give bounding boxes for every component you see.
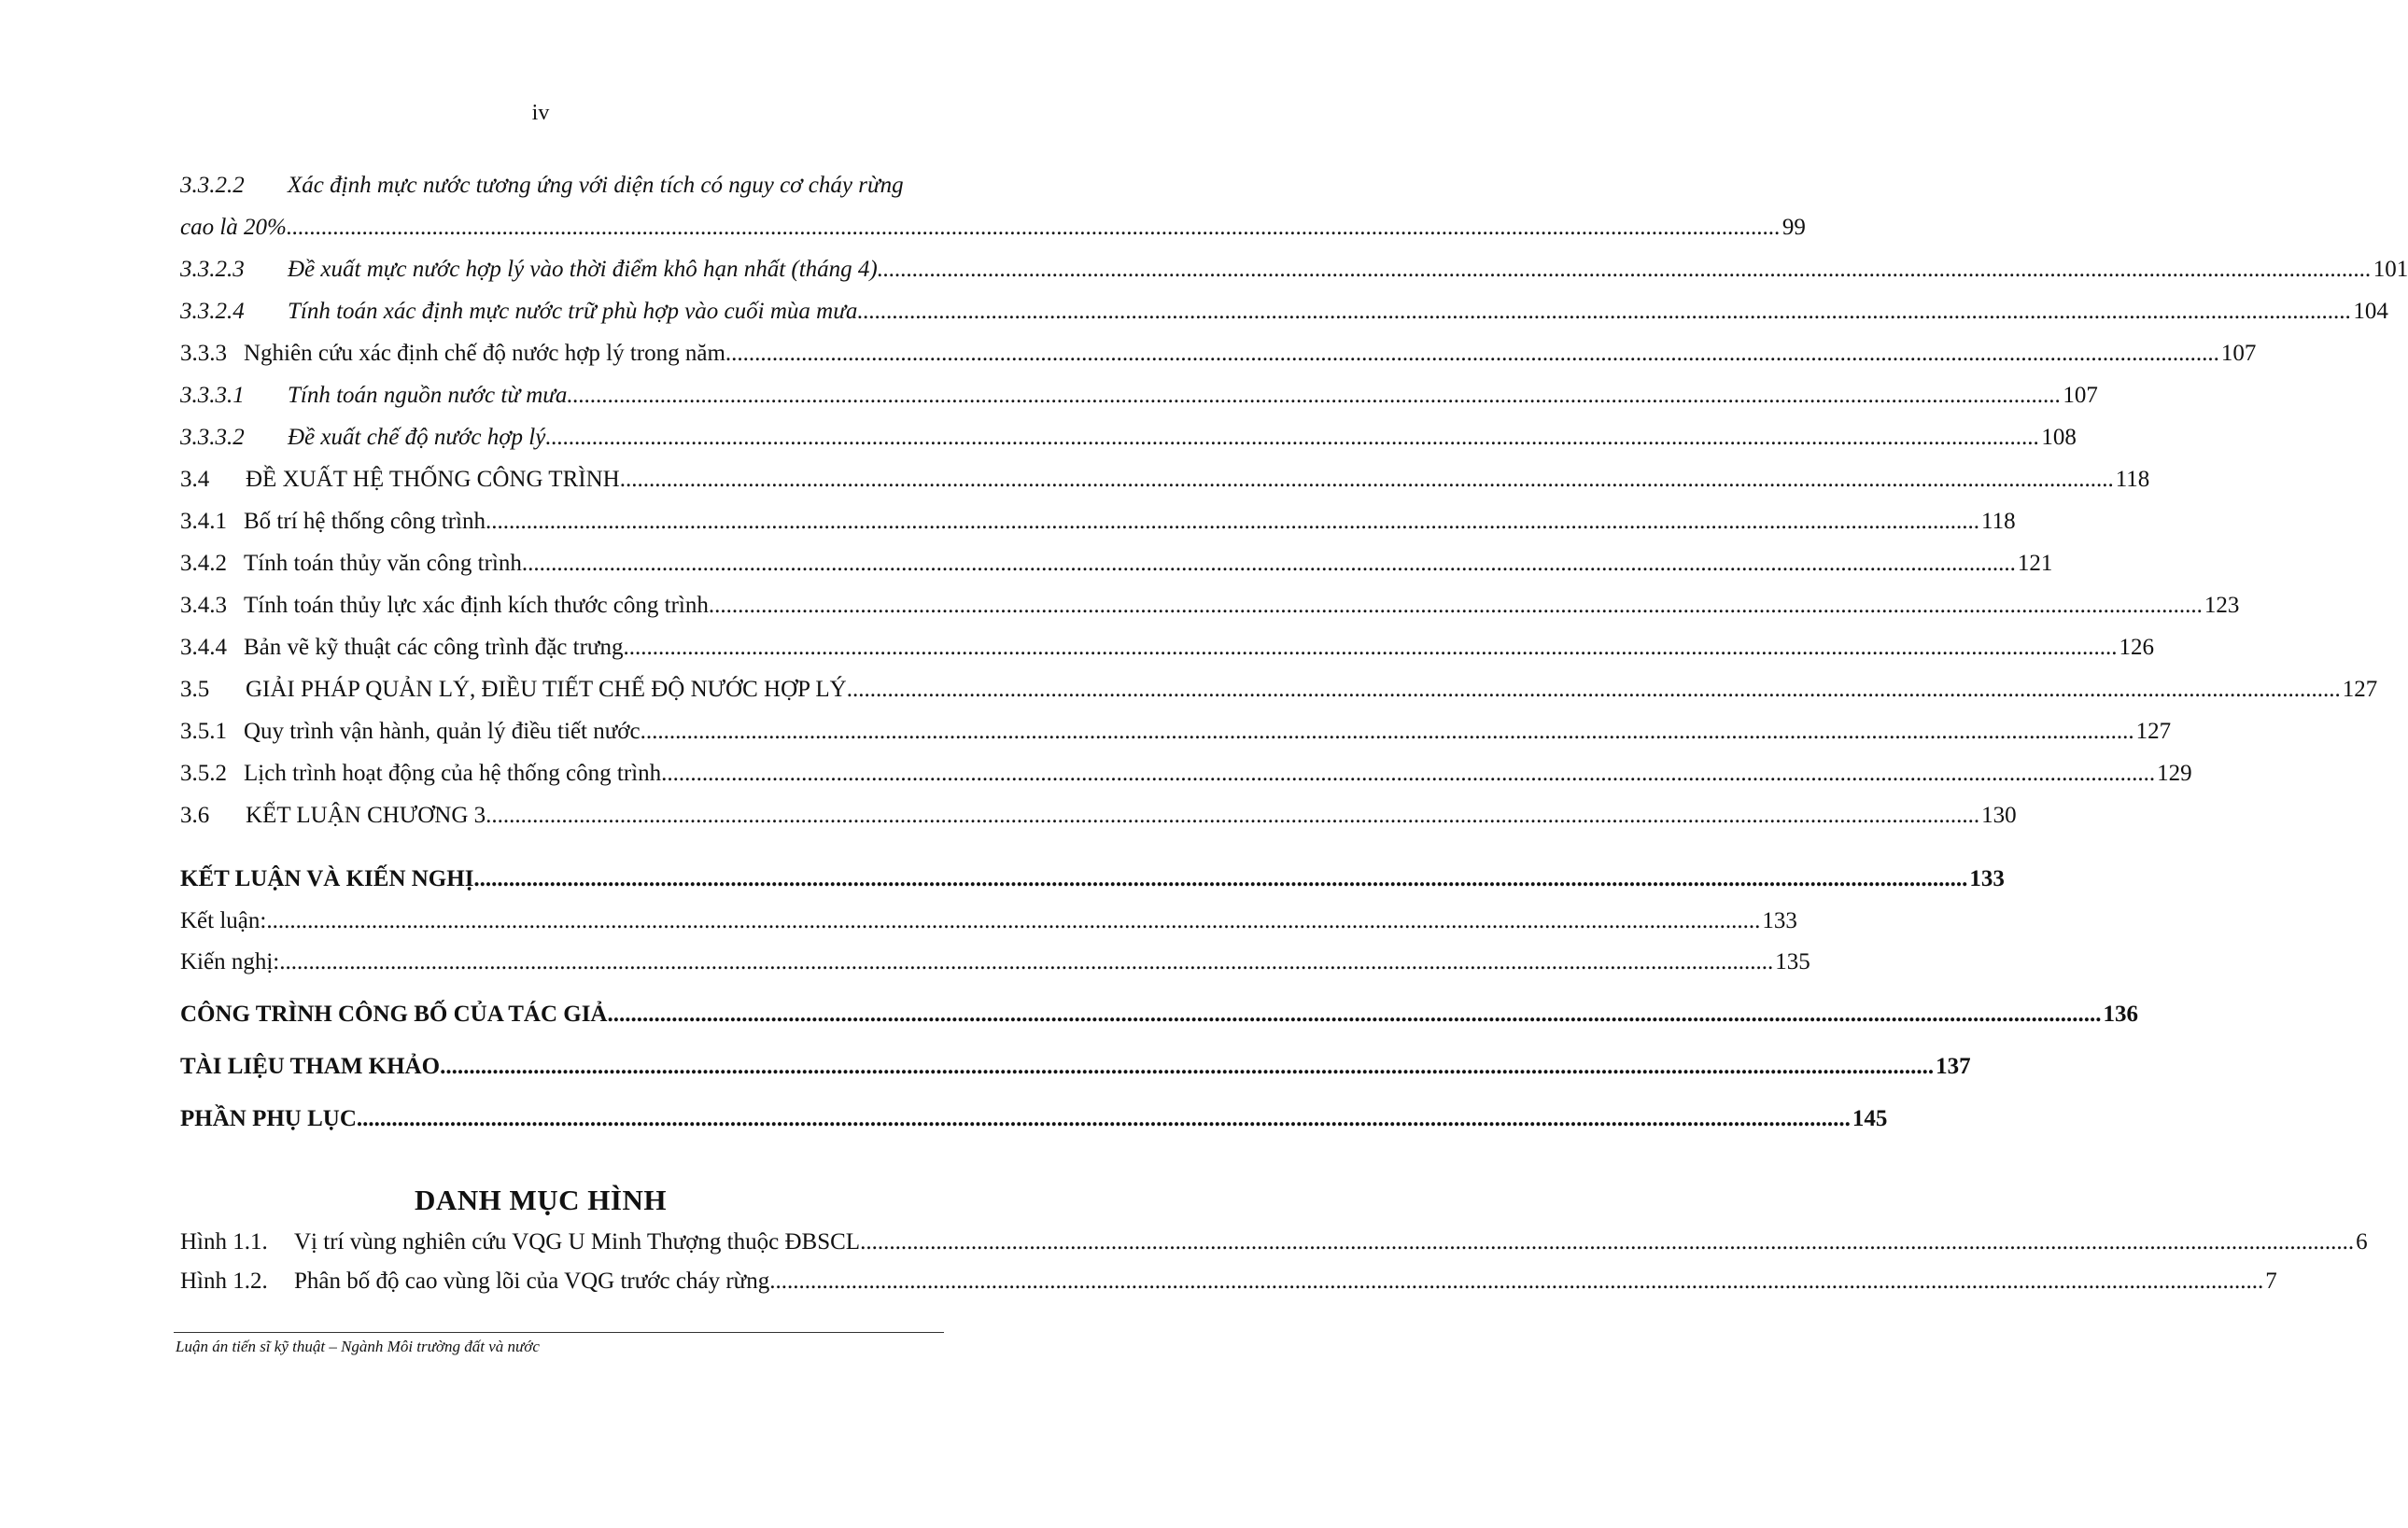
toc-entry-title: PHẦN PHỤ LỤC xyxy=(180,1106,357,1131)
toc-entry-title: CÔNG TRÌNH CÔNG BỐ CỦA TÁC GIẢ xyxy=(180,1002,608,1027)
toc-entry-3-4[interactable] xyxy=(180,466,2150,494)
toc-entry-title: Lịch trình hoạt động của hệ thống công trình xyxy=(244,761,662,786)
toc-entry-page: 118 xyxy=(1981,509,2016,534)
page-number: iv xyxy=(531,101,550,125)
toc-entry-kien-nghi[interactable] xyxy=(180,948,1810,976)
toc-entry-number: 3.5.1 xyxy=(180,719,227,744)
toc-entry-3-4-4[interactable] xyxy=(180,634,2154,662)
toc-entry-number: 3.4.2 xyxy=(180,551,227,576)
toc-entry-3-5-2[interactable] xyxy=(180,760,2192,788)
toc-entry-title: Tính toán xác định mực nước trữ phù hợp vào cuối mùa mưa xyxy=(288,299,858,324)
figure-entry-1-2[interactable] xyxy=(180,1268,2277,1296)
toc-entry-title: ĐỀ XUẤT HỆ THỐNG CÔNG TRÌNH xyxy=(246,467,620,492)
toc-entry-page: 101 xyxy=(2373,257,2408,282)
toc-entry-title: Đề xuất mực nước hợp lý vào thời điểm khô hạn nhất (tháng 4) xyxy=(288,257,878,282)
toc-entry-page: 133 xyxy=(1762,908,1797,933)
figure-entry-1-1[interactable] xyxy=(180,1228,2368,1256)
toc-entry-number: 3.6 xyxy=(180,803,210,828)
toc-entry-3-3-3-2[interactable] xyxy=(180,424,2077,452)
toc-entry-3-5[interactable] xyxy=(180,676,2378,704)
toc-entry-title: Bố trí hệ thống công trình xyxy=(244,509,486,534)
toc-entry-3-3-2-3[interactable] xyxy=(180,256,2408,284)
toc-entry-page: 104 xyxy=(2353,299,2388,324)
figure-entry-title: Vị trí vùng nghiên cứu VQG U Minh Thượng thuộc ĐBSCL xyxy=(294,1229,861,1255)
toc-entry-page: 136 xyxy=(2103,1002,2138,1027)
toc-entry-number: 3.3.3.1 xyxy=(180,383,245,408)
figure-entry-title: Phân bố độ cao vùng lõi của VQG trước cháy rừng xyxy=(294,1269,770,1294)
toc-entry-page: 127 xyxy=(2342,677,2378,702)
figures-section-title: DANH MỤC HÌNH xyxy=(415,1184,667,1216)
toc-entry-title: Xác định mực nước tương ứng với diện tích có nguy cơ cháy rừng xyxy=(288,173,904,198)
toc-entry-number: 3.4 xyxy=(180,467,210,492)
toc-entry-3-4-2[interactable] xyxy=(180,550,2053,578)
toc-entry-tai-lieu-tham-khao[interactable] xyxy=(180,1053,1971,1081)
toc-entry-number: 3.3.3.2 xyxy=(180,425,245,450)
toc-entry-page: 123 xyxy=(2204,593,2240,618)
toc-entry-3-3-2-2[interactable] xyxy=(180,172,993,200)
toc-entry-title: Tính toán thủy văn công trình xyxy=(244,551,522,576)
toc-entry-3-3-3-1[interactable] xyxy=(180,382,2098,410)
toc-entry-title: Kiến nghị: xyxy=(180,949,280,974)
toc-entry-3-4-3[interactable] xyxy=(180,592,2240,620)
toc-entry-page: 130 xyxy=(1981,803,2017,828)
toc-entry-ket-luan[interactable] xyxy=(180,907,1797,935)
toc-entry-page: 133 xyxy=(1969,866,2005,891)
toc-entry-page: 135 xyxy=(1775,949,1810,974)
toc-entry-title: TÀI LIỆU THAM KHẢO xyxy=(180,1054,441,1079)
toc-entry-number: 3.3.2.3 xyxy=(180,257,245,282)
toc-entry-page: 118 xyxy=(2115,467,2150,492)
footer-text: Luận án tiến sĩ kỹ thuật – Ngành Môi trường đất và nước xyxy=(176,1338,540,1355)
figure-entry-number: Hình 1.2. xyxy=(180,1269,268,1294)
toc-entry-page: 126 xyxy=(2119,635,2154,660)
figure-entry-page: 7 xyxy=(2265,1269,2277,1294)
toc-entry-page: 145 xyxy=(1852,1106,1888,1131)
toc-entry-3-6[interactable] xyxy=(180,802,2017,830)
toc-entry-title: KẾT LUẬN VÀ KIẾN NGHỊ xyxy=(180,866,474,891)
toc-entry-number: 3.4.1 xyxy=(180,509,227,534)
footer-divider xyxy=(174,1332,944,1333)
toc-entry-title: Nghiên cứu xác định chế độ nước hợp lý trong năm xyxy=(244,341,725,366)
toc-entry-3-4-1[interactable] xyxy=(180,508,2016,536)
toc-entry-title: Tính toán thủy lực xác định kích thước công trình xyxy=(244,593,709,618)
toc-entry-number: 3.5 xyxy=(180,677,210,702)
toc-entry-number: 3.3.2.2 xyxy=(180,173,245,198)
toc-entry-ket-luan-kien-nghi[interactable] xyxy=(180,865,2005,893)
toc-entry-cong-trinh-cong-bo[interactable] xyxy=(180,1001,2138,1029)
toc-entry-title: Tính toán nguồn nước từ mưa xyxy=(288,383,568,408)
toc-entry-page: 129 xyxy=(2157,761,2192,786)
toc-entry-page: 107 xyxy=(2220,341,2257,366)
toc-entry-number: 3.5.2 xyxy=(180,761,227,786)
toc-entry-page: 108 xyxy=(2041,425,2077,450)
toc-entry-title: Quy trình vận hành, quản lý điều tiết nước xyxy=(244,719,641,744)
toc-entry-page: 137 xyxy=(1936,1054,1971,1079)
figure-entry-page: 6 xyxy=(2356,1229,2368,1255)
toc-entry-3-5-1[interactable] xyxy=(180,718,2172,746)
toc-entry-number: 3.3.3 xyxy=(180,341,227,366)
toc-entry-title: GIẢI PHÁP QUẢN LÝ, ĐIỀU TIẾT CHẾ ĐỘ NƯỚC HỢP LÝ xyxy=(246,677,847,702)
toc-entry-page: 107 xyxy=(2063,383,2098,408)
toc-entry-number: 3.4.4 xyxy=(180,635,227,660)
toc-entry-title: Đề xuất chế độ nước hợp lý xyxy=(288,425,546,450)
toc-entry-number: 3.4.3 xyxy=(180,593,227,618)
toc-entry-title: Bản vẽ kỹ thuật các công trình đặc trưng xyxy=(244,635,624,660)
figure-entry-number: Hình 1.1. xyxy=(180,1229,268,1255)
toc-entry-phan-phu-luc[interactable] xyxy=(180,1105,1888,1133)
toc-entry-number: 3.3.2.4 xyxy=(180,299,245,324)
toc-entry-3-3-2-4[interactable] xyxy=(180,298,2388,326)
toc-entry-title: Kết luận: xyxy=(180,908,267,933)
toc-entry-title: cao là 20% xyxy=(180,215,287,240)
toc-entry-page: 99 xyxy=(1781,215,1806,240)
toc-entry-page: 121 xyxy=(2017,551,2053,576)
toc-entry-page: 127 xyxy=(2135,719,2172,744)
toc-entry-title: KẾT LUẬN CHƯƠNG 3 xyxy=(246,803,486,828)
toc-entry-3-3-2-2-continued[interactable] xyxy=(180,214,1806,242)
toc-entry-3-3-3[interactable] xyxy=(180,340,2257,368)
